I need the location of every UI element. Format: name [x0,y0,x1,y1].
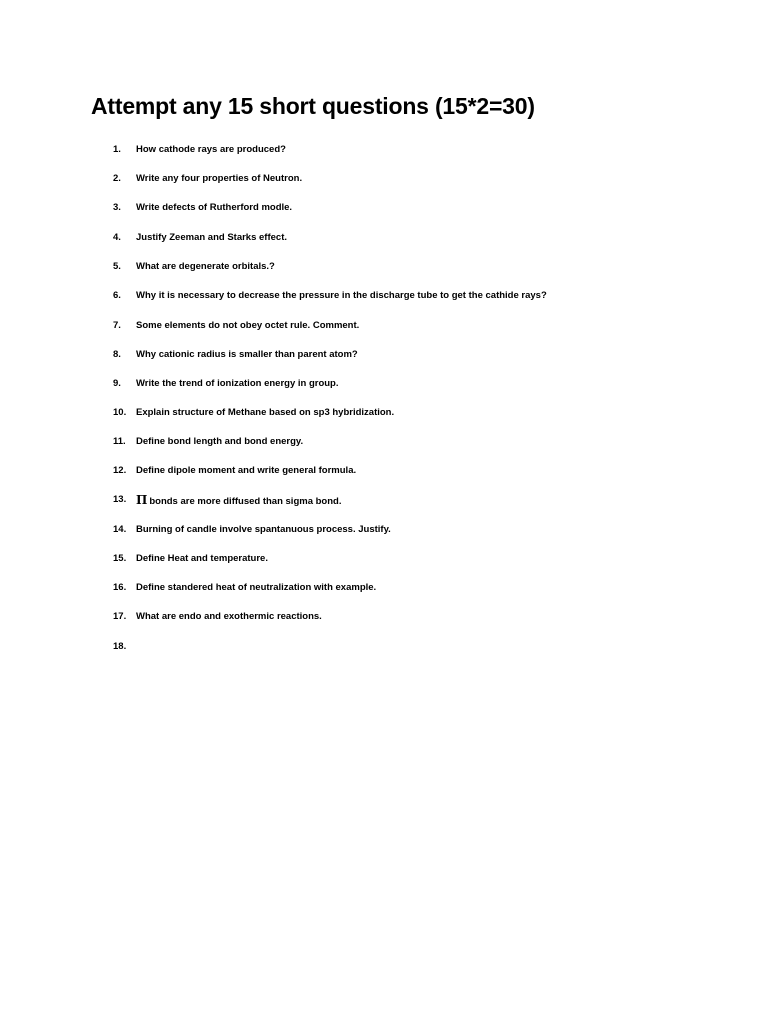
question-item [0,434,768,450]
question-item [0,463,768,479]
question-number: 6. [113,290,121,301]
question-item [0,259,768,275]
question-number: 18. [113,641,127,652]
question-number: 2. [113,173,121,184]
question-text: Justify Zeeman and Starks effect. [136,232,287,243]
question-text: Write any four properties of Neutron. [136,173,303,184]
question-text [136,492,341,510]
question-text: Define dipole moment and write general formula. [136,465,357,476]
question-text: What are endo and exothermic reactions. [136,611,322,622]
question-item [0,405,768,421]
question-item [0,230,768,246]
question-number: 3. [113,202,121,213]
question-text: Why it is necessary to decrease the pressure in the discharge tube to get the cathide rays? [136,290,547,301]
question-number: 4. [113,232,121,243]
question-number: 5. [113,261,121,272]
question-number: 13. [113,494,127,505]
question-text: Burning of candle involve spantanuous process. Justify. [136,524,391,535]
question-text: Write the trend of ionization energy in group. [136,378,339,389]
question-number: 9. [113,378,121,389]
question-item [0,142,768,158]
question-number: 17. [113,611,127,622]
document-title: Attempt any 15 short questions (15*2=30) [91,93,535,119]
question-item [0,580,768,596]
question-text: Define bond length and bond energy. [136,436,304,447]
question-item [0,376,768,392]
question-item [0,522,768,538]
question-text: Write defects of Rutherford modle. [136,202,293,213]
question-text-rest: bonds are more diffused than sigma bond. [149,496,342,507]
question-number: 11. [113,436,126,447]
question-number: 12. [113,465,127,476]
question-item [0,347,768,363]
question-number: 14. [113,524,127,535]
question-text: How cathode rays are produced? [136,144,286,155]
question-number: 8. [113,349,121,360]
question-item [0,200,768,216]
question-item [0,288,768,304]
pi-symbol: Π [136,493,148,507]
question-text: Why cationic radius is smaller than parent atom? [136,349,358,360]
question-number: 10. [113,407,127,418]
question-number: 7. [113,320,121,331]
question-number: 16. [113,582,127,593]
question-text: What are degenerate orbitals.? [136,261,275,272]
question-text: Define Heat and temperature. [136,553,268,564]
question-item [0,492,768,508]
question-item [0,318,768,334]
question-text: Define standered heat of neutralization with example. [136,582,377,593]
question-item [0,171,768,187]
question-text: Explain structure of Methane based on sp3 hybridization. [136,407,395,418]
question-number: 15. [113,553,127,564]
question-text: Some elements do not obey octet rule. Comment. [136,320,360,331]
question-number: 1. [113,144,121,155]
question-item [0,609,768,625]
question-item [0,639,768,655]
question-item [0,551,768,567]
